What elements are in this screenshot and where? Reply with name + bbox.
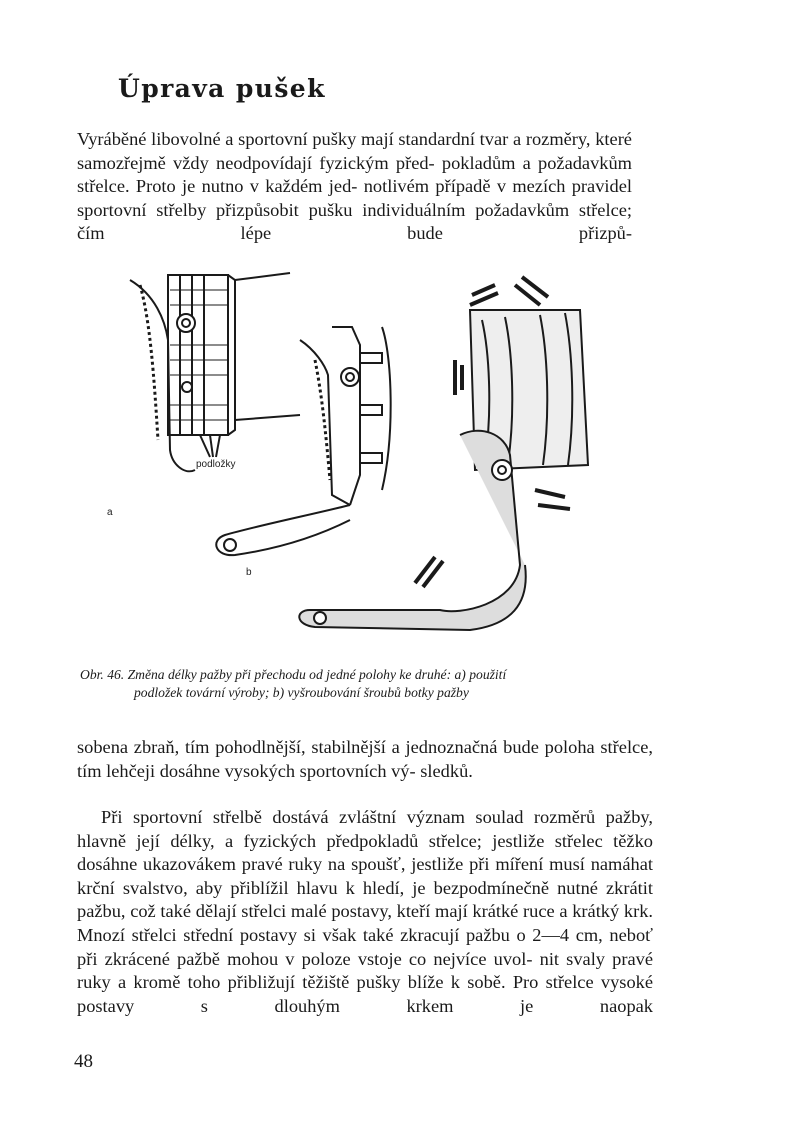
intro-paragraph xyxy=(77,128,632,246)
text-line: při míření musí namáhat krční svalstvo, aby přiblížil hlavu xyxy=(77,854,653,898)
figure-label-b: b xyxy=(246,567,252,578)
text-line: pokladům a požadavkům střelce. Proto je nutno v každém jed- xyxy=(77,152,632,197)
text-line: notlivém případě v mezích pravidel sportovní střelby přizpůsobit xyxy=(77,176,632,220)
text-line: pažby, hlavně její délky, a fyzických předpokladů střelce; jestliže xyxy=(77,807,653,851)
text-line: Při sportovní střelbě dostává zvláštní význam soulad rozměrů xyxy=(101,807,596,827)
text-line: pušku individuálním požadavkům střelce; čím lépe bude přizpů- xyxy=(77,199,633,244)
caption-line: podložek tovární výroby; b) vyšroubování šroubů botky pažby xyxy=(134,685,469,700)
text-line: neboť při zkrácené pažbě mohou v poloze vstoje co nejvíce uvol- xyxy=(77,924,653,969)
page-heading: Úprava pušek xyxy=(118,74,326,103)
text-line: Vyráběné libovolné a sportovní pušky mají standardní tvar xyxy=(77,129,509,149)
text-line: poloha střelce, tím lehčeji dosáhne vysokých sportovních vý- xyxy=(77,737,653,781)
text-line: střelci malé postavy, kteří mají krátké ruce a krátký krk. Mnozí xyxy=(77,901,653,945)
text-line: střelci střední postavy si však také zkracují pažbu o 2—4 cm, xyxy=(131,924,603,945)
body-paragraph xyxy=(77,806,653,1018)
figure-caption xyxy=(80,666,680,702)
adjustable-buttplate-drawing xyxy=(299,310,588,630)
page-number: 48 xyxy=(74,1051,93,1072)
text-line: nit svaly pravé ruky a kromě toho přibližují těžiště pušky blíže xyxy=(77,948,653,993)
text-line: sobena zbraň, tím pohodlnější, stabilnější a jednoznačná bude xyxy=(77,737,539,757)
continuation-paragraph xyxy=(77,736,653,783)
buttplate-illustration xyxy=(110,265,630,660)
buttplate-screws-drawing xyxy=(216,327,390,555)
text-line: k sobě. Pro střelce vysoké postavy s dlouhým krkem je naopak xyxy=(77,972,653,1016)
text-line: sledků. xyxy=(420,760,473,781)
figure-label-a: a xyxy=(107,507,113,518)
figure-label-pads: podložky xyxy=(196,459,236,470)
text-line: střelec těžko dosáhne ukazovákem pravé ruky na spoušť, jestliže xyxy=(77,830,653,875)
text-line: a rozměry, které samozřejmě vždy neodpovídají fyzickým před- xyxy=(77,129,632,173)
stock-with-pads-drawing xyxy=(130,273,300,471)
text-line: k hledí, je bezpodmínečně nutné zkrátit pažbu, což také dělají xyxy=(77,877,653,922)
caption-line: Obr. 46. Změna délky pažby při přechodu od jedné polohy ke druhé: a) použití xyxy=(80,667,507,682)
